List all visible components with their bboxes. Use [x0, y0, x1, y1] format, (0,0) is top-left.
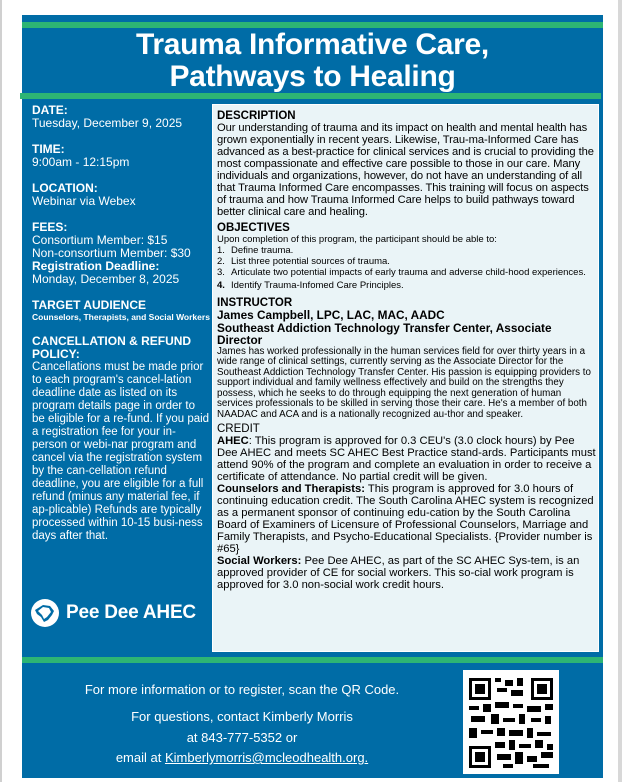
page-title [22, 29, 603, 93]
instructor-heading: INSTRUCTOR [217, 297, 293, 309]
program-details [212, 104, 599, 652]
fee-non-consortium: Non-consortium Member: $30 [32, 246, 191, 260]
title-line-2: Pathways to Healing [169, 60, 456, 93]
deadline-label: Registration Deadline: [32, 259, 160, 273]
event-details-sidebar [32, 104, 210, 543]
fees-label: FEES: [32, 220, 68, 234]
qr-code[interactable] [463, 670, 559, 774]
email-link[interactable]: Kimberlymorris@mcleodhealth.org. [164, 750, 369, 765]
objectives-heading: OBJECTIVES [217, 222, 290, 234]
credit-counselors: Counselors and Therapists: This program is approved for 3.0 hours of continuing education credit. The South Carolina AHEC system is recognized as a permanent sponsor of continuing edu-cation by the South Carolina Board of Examiners of Licensure of Professional Counselors, Marriage and Family Therapists, and Psycho-Educational Specialists. {Provider number is #65} [217, 483, 594, 555]
date-label: DATE: [32, 103, 68, 117]
contact-phone: at 843-777-5352 or [186, 730, 298, 745]
credit-ahec: AHEC: This program is approved for 0.3 CEU's (3.0 clock hours) by Pee Dee AHEC and meets SC AHEC Best Practice stand-ards. Participants must attend 90% of the program and complete an evaluation in order to receive a certificate of attendance. No partial credit will be given. [217, 435, 596, 483]
time-label: TIME: [32, 142, 65, 156]
instructor-bio: James has worked professionally in the human services field for over thirty years in a wide range of clinical settings, currently serving as the Associate Director for the Southeast Addiction Technology Transfer Center. His passion is equipping providers to support individual and family wellness effectively and build on the strengths they possess, which he seeks to do through equipping the next generation of human services professionals to be skilled in serving those their care. He's a member of both NAADAC and ACA and is a nationally recognized au-thor and speaker. [217, 345, 591, 420]
contact-name: For questions, contact Kimberly Morris [131, 709, 353, 724]
audience-label: TARGET AUDIENCE [32, 298, 146, 312]
divider-stripe [20, 93, 601, 99]
objective-item: 1. Define trauma. [217, 245, 294, 256]
logo-name: Pee Dee AHEC [66, 602, 196, 623]
contact-email-line: email at Kimberlymorris@mcleodhealth.org. [115, 750, 369, 765]
credit-heading: CREDIT [217, 423, 260, 435]
description-heading: DESCRIPTION [217, 110, 296, 122]
date-value: Tuesday, December 9, 2025 [32, 116, 183, 130]
page-edge [618, 0, 622, 782]
cancel-label: CANCELLATION & REFUND [32, 334, 192, 348]
location-label: LOCATION: [32, 181, 98, 195]
fee-consortium: Consortium Member: $15 [32, 233, 168, 247]
cancel-label-2: POLICY: [32, 347, 80, 361]
objectives-list [217, 245, 597, 291]
south-carolina-state-icon [30, 598, 60, 628]
objectives-intro: Upon completion of this program, the participant should be able to: [217, 234, 497, 245]
audience-value: Counselors, Therapists, and Social Workers [32, 312, 210, 322]
time-value: 9:00am - 12:15pm [32, 155, 130, 169]
objective-item: 4. Identify Trauma-Infomed Care Principles. [217, 280, 404, 291]
register-info: For more information or to register, scan the QR Code. [84, 682, 400, 697]
page-edge [0, 0, 2, 782]
pee-dee-ahec-logo [30, 598, 196, 628]
location-value: Webinar via Webex [32, 194, 136, 208]
cancel-policy-text: Cancellations must be made prior to each program's cancel-lation deadline date as listed on its program details page in order to be eligible for a re-fund. If you paid a registration fee for your in-person or webi-nar program and cancel via the registration system by the can-cellation refund deadline, you are eligible for a full refund (minus any material fee, if ap-plicable) Refunds are typically processed within 10-15 busi-ness days after that. [32, 361, 210, 542]
deadline-value: Monday, December 8, 2025 [32, 272, 180, 286]
objective-item: 3. Articulate two potential impacts of early trauma and adverse child-hood experiences. [217, 267, 586, 278]
description-text: Our understanding of trauma and its impact on health and mental health has grown exponentially in recent years. Likewise, Trau-ma-Informed Care has advanced as a best-practice for clinical services and is crucial to providing the most compassionate and effective care possible to those in our care. Many individuals and organizations, however, do not have an understanding of all that Trauma Informed Care encompasses. This training will focus on aspects of trauma and how Trauma Informed Care helps to build pathways toward better clinical care and healing. [217, 122, 594, 218]
instructor-title: Southeast Addiction Technology Transfer Center, Associate Director [217, 320, 552, 347]
instructor-name: James Campbell, LPC, LAC, MAC, AADC [217, 308, 445, 322]
qr-code-icon [463, 670, 559, 774]
title-line-1: Trauma Informative Care, [136, 28, 489, 61]
contact-footer [22, 663, 603, 778]
credit-social-workers: Social Workers: Pee Dee AHEC, as part of the SC AHEC Sys-tem, is an approved provider of CE for social workers. This so-cial work program is approved for 3.0 non-social work credit hours. [217, 555, 580, 591]
objective-item: 2. List three potential sources of trauma. [217, 256, 390, 267]
